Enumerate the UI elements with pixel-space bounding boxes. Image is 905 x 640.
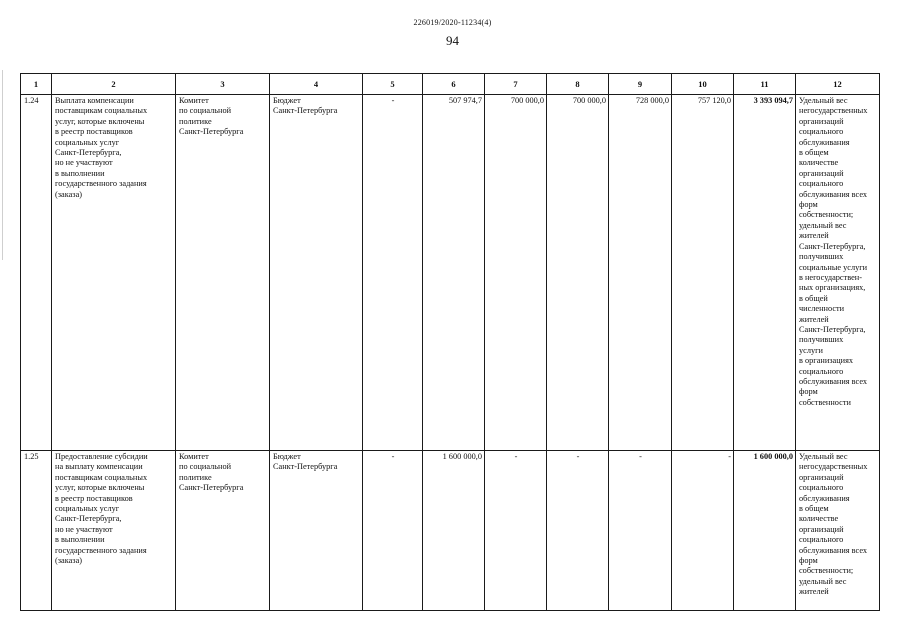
column-header: 5 [363, 74, 423, 95]
table-row [21, 451, 880, 611]
measure-name: Предоставление субсидии на выплату компенсации поставщикам социальных услуг, которые включены в реестр поставщиков социальных услуг Санкт-Петербурга, но не участвуют в выполнении государственного задания (заказа) [52, 451, 176, 611]
row-number: 1.24 [21, 95, 52, 451]
value-col-10: 757 120,0 [672, 95, 734, 451]
executor: Комитет по социальной политике Санкт-Петербурга [176, 451, 270, 611]
column-header: 4 [270, 74, 363, 95]
funding-source: Бюджет Санкт-Петербурга [270, 95, 363, 451]
column-header: 8 [547, 74, 609, 95]
value-col-6: 507 974,7 [423, 95, 485, 451]
column-header-row [21, 74, 880, 95]
column-header: 12 [796, 74, 880, 95]
value-col-6: 1 600 000,0 [423, 451, 485, 611]
value-col-9: 728 000,0 [609, 95, 672, 451]
value-col-8: - [547, 451, 609, 611]
funding-source: Бюджет Санкт-Петербурга [270, 451, 363, 611]
program-table [20, 73, 880, 611]
column-header: 1 [21, 74, 52, 95]
indicators: Удельный вес негосударственных организаций социального обслуживания в общем количестве организаций социального обслуживания всех форм собственности; удельный вес жителей Санкт-Петербурга, получивших социальные услуги в негосударствен- ных организациях, в общей численности жителей Санкт-Петербурга, получивших услуги в организациях социального обслуживания всех форм собственности [796, 95, 880, 451]
column-header: 11 [734, 74, 796, 95]
column-header: 7 [485, 74, 547, 95]
executor: Комитет по социальной политике Санкт-Петербурга [176, 95, 270, 451]
table-row [21, 95, 880, 451]
scan-edge-mark [2, 70, 3, 260]
indicators: Удельный вес негосударственных организаций социального обслуживания в общем количестве организаций социального обслуживания всех форм собственности; удельный вес жителей [796, 451, 880, 611]
value-col-5: - [363, 95, 423, 451]
column-header: 9 [609, 74, 672, 95]
measure-name: Выплата компенсации поставщикам социальных услуг, которые включены в реестр поставщиков социальных услуг Санкт-Петербурга, но не участвуют в выполнении государственного задания (заказа) [52, 95, 176, 451]
column-header: 6 [423, 74, 485, 95]
column-header: 2 [52, 74, 176, 95]
row-number: 1.25 [21, 451, 52, 611]
column-header: 10 [672, 74, 734, 95]
value-col-9: - [609, 451, 672, 611]
value-col-7: 700 000,0 [485, 95, 547, 451]
document-id: 226019/2020-11234(4) [413, 18, 492, 27]
total-value: 3 393 094,7 [734, 95, 796, 451]
total-value: 1 600 000,0 [734, 451, 796, 611]
value-col-8: 700 000,0 [547, 95, 609, 451]
column-header: 3 [176, 74, 270, 95]
value-col-5: - [363, 451, 423, 611]
value-col-7: - [485, 451, 547, 611]
page-number: 94 [446, 33, 459, 48]
value-col-10: - [672, 451, 734, 611]
